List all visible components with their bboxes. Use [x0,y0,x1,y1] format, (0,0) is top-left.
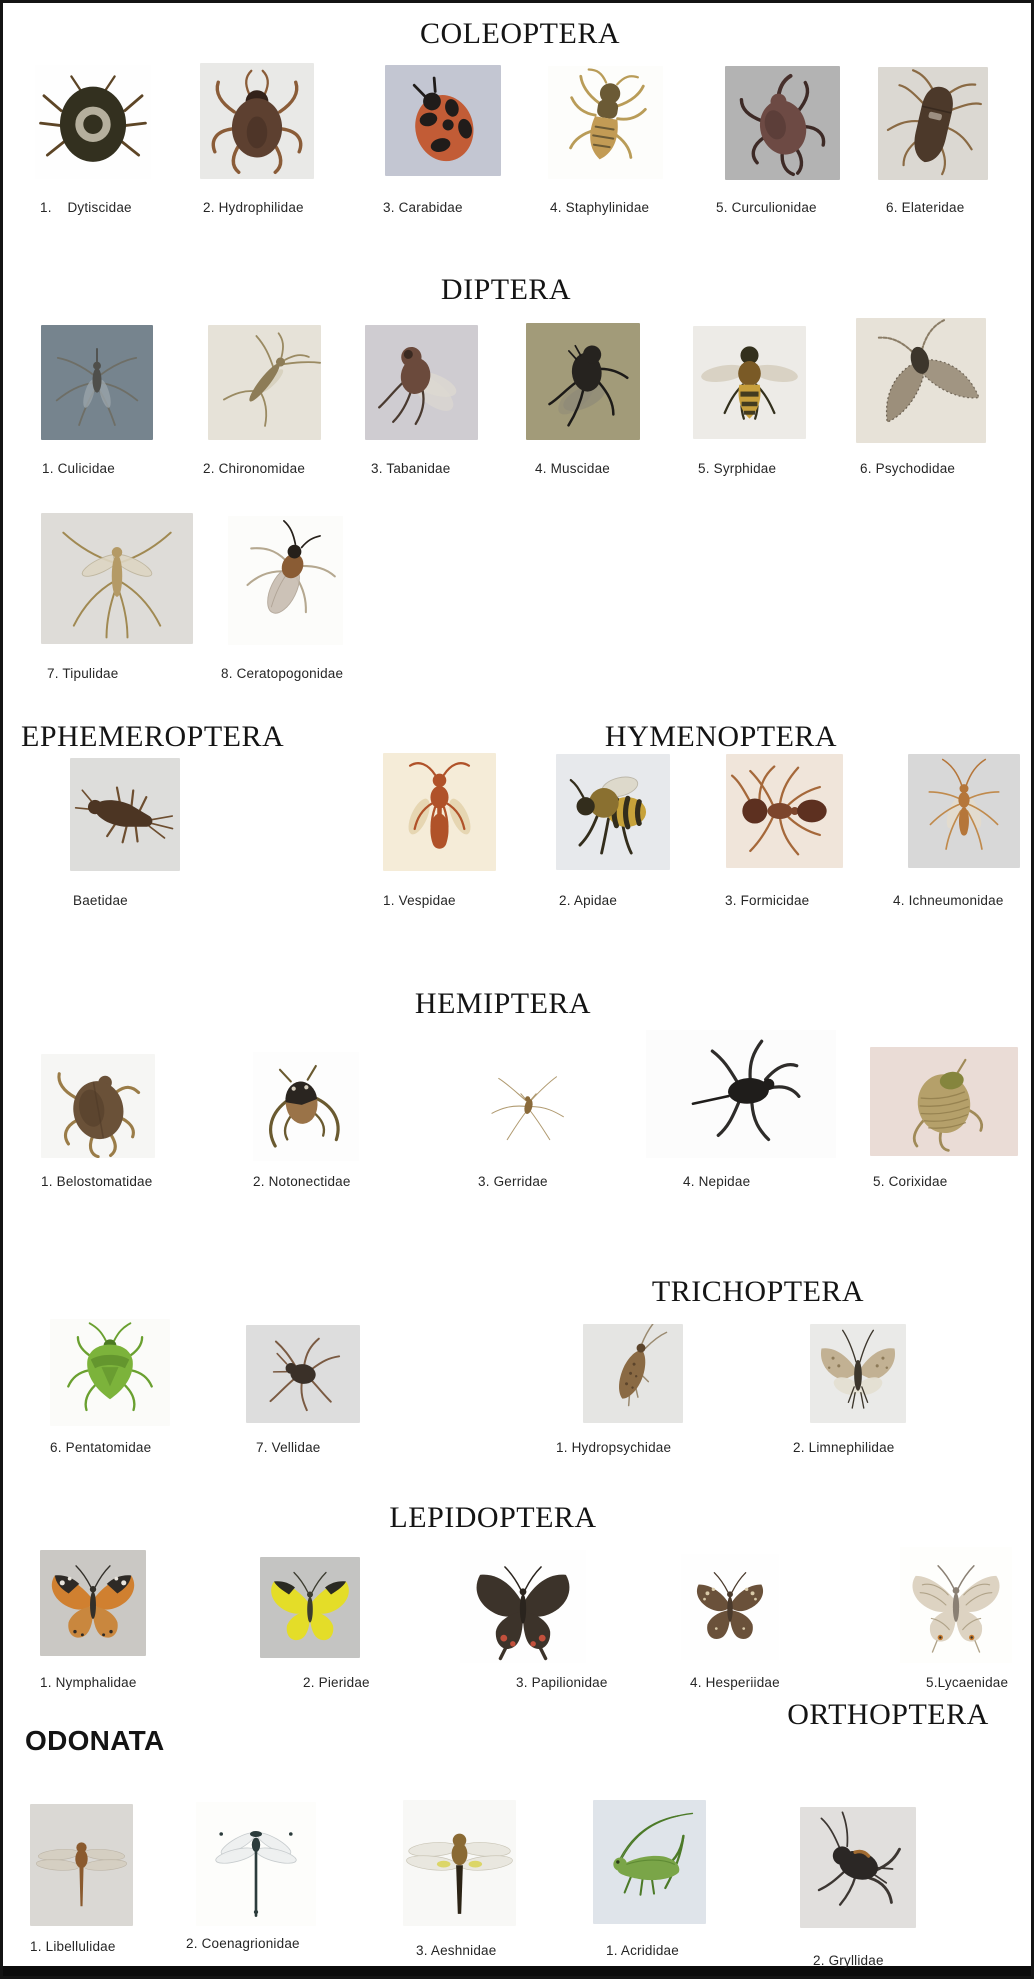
specimen-label-chironomidae: 2. Chironomidae [203,461,306,476]
specimen-photo-papilionidae [460,1550,586,1663]
specimen-photo-tabanidae [365,325,478,440]
butterfly-nymphalid-icon [40,1550,146,1656]
specimen-photo-carabidae [385,65,501,176]
specimen-label-vellidae: 7. Vellidae [256,1440,321,1455]
specimen-label-pieridae: 2. Pieridae [303,1675,370,1690]
specimen-label-staphylinidae: 4. Staphylinidae [550,200,650,215]
order-title-odonata: ODONATA [25,1725,165,1756]
specimen-label-hesperiidae: 4. Hesperiidae [690,1675,780,1690]
specimen-photo-syrphidae [693,326,806,439]
backswimmer-icon [253,1052,359,1161]
specimen-photo-nepidae [646,1030,836,1158]
specimen-label-gerridae: 3. Gerridae [478,1174,548,1189]
fly-muscid-icon [526,323,640,440]
butterfly-papilionid-icon [460,1550,586,1663]
specimen-label-nepidae: 4. Nepidae [683,1174,751,1189]
specimen-label-vespidae: 1. Vespidae [383,893,456,908]
specimen-label-elateridae: 6. Elateridae [886,200,965,215]
order-title-coleoptera: COLEOPTERA [420,17,620,50]
specimen-label-limnephilidae: 2. Limnephilidae [793,1440,895,1455]
specimen-label-acrididae: 1. Acrididae [606,1943,679,1958]
damselfly-icon [196,1802,316,1926]
bee-icon [556,754,670,870]
specimen-photo-hydrophilidae [200,63,314,179]
order-title-trichoptera: TRICHOPTERA [651,1275,865,1308]
specimen-photo-staphylinidae [548,66,663,179]
specimen-label-dytiscidae: 1. Dytiscidae [40,200,132,215]
caddis-spread-icon [810,1324,906,1423]
specimen-photo-corixidae [870,1047,1018,1156]
specimen-photo-nymphalidae [40,1550,146,1656]
specimen-photo-gryllidae [800,1807,916,1928]
specimen-label-belostomatidae: 1. Belostomatidae [41,1174,153,1189]
specimen-photo-notonectidae [253,1052,359,1161]
specimen-label-pentatomidae: 6. Pentatomidae [50,1440,152,1455]
specimen-photo-vellidae [246,1325,360,1423]
strider-icon [486,1060,571,1153]
specimen-label-notonectidae: 2. Notonectidae [253,1174,351,1189]
specimen-photo-dytiscidae [35,65,151,179]
dragonfly-icon [30,1804,133,1926]
order-title-hemiptera: HEMIPTERA [414,987,592,1020]
specimen-photo-hydropsychidae [583,1324,683,1423]
specimen-photo-ceratopogonidae [228,516,343,645]
katydid-icon [593,1800,706,1924]
specimen-label-gryllidae: 2. Gryllidae [813,1953,884,1968]
specimen-label-aeshnidae: 3. Aeshnidae [416,1943,497,1958]
specimen-photo-aeshnidae [403,1800,516,1926]
specimen-photo-vespidae [383,753,496,871]
order-title-orthoptera: ORTHOPTERA [787,1698,989,1731]
specimen-photo-lycaenidae [900,1547,1012,1663]
diving-beetle-icon [35,65,151,179]
ichneumon-icon [908,754,1020,868]
veliid-icon [246,1325,360,1423]
specimen-label-muscidae: 4. Muscidae [535,461,610,476]
hoverfly-icon [693,326,806,439]
specimen-label-tipulidae: 7. Tipulidae [47,666,119,681]
specimen-label-papilionidae: 3. Papilionidae [516,1675,608,1690]
waterscorpion-icon [646,1030,836,1158]
specimen-label-hydrophilidae: 2. Hydrophilidae [203,200,304,215]
specimen-photo-libellulidae [30,1804,133,1926]
specimen-label-formicidae: 3. Formicidae [725,893,810,908]
specimen-label-corixidae: 5. Corixidae [873,1174,948,1189]
specimen-photo-gerridae [486,1060,571,1153]
specimen-photo-coenagrionidae [196,1802,316,1926]
specimen-label-ceratopogonidae: 8. Ceratopogonidae [221,666,344,681]
butterfly-pierid-icon [260,1557,360,1658]
specimen-photo-ichneumonidae [908,754,1020,868]
specimen-label-syrphidae: 5. Syrphidae [698,461,777,476]
specimen-photo-elateridae [878,67,988,180]
specimen-label-lycaenidae: 5.Lycaenidae [926,1675,1009,1690]
specimen-photo-chironomidae [208,325,321,440]
specimen-label-libellulidae: 1. Libellulidae [30,1939,116,1954]
specimen-photo-muscidae [526,323,640,440]
specimen-label-apidae: 2. Apidae [559,893,618,908]
specimen-photo-hesperiidae [681,1554,779,1660]
order-title-ephemeroptera: EPHEMEROPTERA [21,720,285,753]
butterfly-hesperiid-icon [681,1554,779,1660]
cricket-icon [800,1807,916,1928]
caddis-icon [583,1324,683,1423]
specimen-photo-belostomatidae [41,1054,155,1158]
specimen-label-psychodidae: 6. Psychodidae [860,461,956,476]
specimen-photo-apidae [556,754,670,870]
specimen-label-culicidae: 1. Culicidae [42,461,115,476]
corixid-icon [870,1047,1018,1156]
shieldbug-icon [50,1319,170,1426]
specimen-photo-formicidae [726,754,843,868]
specimen-photo-baetidae [70,758,180,871]
ladybird-icon [385,65,501,176]
order-title-diptera: DIPTERA [440,273,572,306]
specimen-photo-culicidae [41,325,153,440]
wasp-icon [383,753,496,871]
biting-midge-icon [228,516,343,645]
hydrophilid-icon [200,63,314,179]
rove-beetle-icon [548,66,663,179]
mayfly-nymph-icon [70,758,180,871]
ant-icon [726,754,843,868]
specimen-photo-tipulidae [41,513,193,644]
specimen-photo-acrididae [593,1800,706,1924]
mothfly-icon [856,318,986,443]
cranefly-icon [41,513,193,644]
weevil-icon [725,66,840,180]
specimen-label-hydropsychidae: 1. Hydropsychidae [556,1440,672,1455]
order-title-lepidoptera: LEPIDOPTERA [389,1501,597,1534]
specimen-label-carabidae: 3. Carabidae [383,200,463,215]
specimen-photo-psychodidae [856,318,986,443]
specimen-photo-curculionidae [725,66,840,180]
specimen-label-nymphalidae: 1. Nymphalidae [40,1675,137,1690]
specimen-photo-pentatomidae [50,1319,170,1426]
fly-tabanid-icon [365,325,478,440]
specimen-photo-limnephilidae [810,1324,906,1423]
order-title-hymenoptera: HYMENOPTERA [604,720,838,753]
butterfly-lycaenid-icon [900,1547,1012,1663]
specimen-label-coenagrionidae: 2. Coenagrionidae [186,1936,300,1951]
specimen-label-curculionidae: 5. Curculionidae [716,200,817,215]
specimen-label-tabanidae: 3. Tabanidae [371,461,451,476]
click-beetle-icon [878,67,988,180]
waterbug-icon [41,1054,155,1158]
midge-icon [208,325,321,440]
specimen-label-ichneumonidae: 4. Ichneumonidae [893,893,1004,908]
aeshnid-icon [403,1800,516,1926]
specimen-photo-pieridae [260,1557,360,1658]
specimen-label-baetidae: Baetidae [73,893,128,908]
mosquito-icon [41,325,153,440]
